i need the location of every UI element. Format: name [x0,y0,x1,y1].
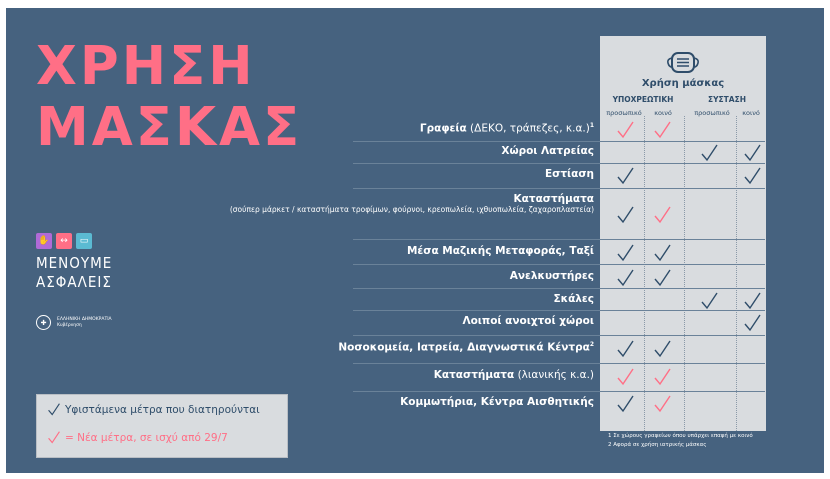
row-label-bold: Κομμωτήρια, Κέντρα Αισθητικής [400,396,594,408]
row-label-bold: Μέσα Μαζικής Μεταφοράς, Ταξί [406,245,594,257]
subheader-staff-mandatory: προσωπικό [606,109,642,117]
subheader-public-mandatory: κοινό [654,109,672,117]
existing-measure-check-icon [653,340,672,358]
legend-existing-label: Υφιστάμενα μέτρα που διατηρούνται [65,403,260,416]
table-row-label [230,193,594,214]
footnote-2: 2 Αφορά σε χρήση ιατρικής μάσκας [608,442,707,448]
row-label-bold: Γραφεία [419,122,467,135]
legend [36,394,288,458]
new-measure-check-icon [616,368,635,386]
existing-measure-check-icon [743,167,762,185]
footnote-ref: 1 [589,122,594,129]
title-line-2: ΜΑΣΚΑΣ [36,97,303,158]
footnote-1: 1 Σε χώρους γραφείων όπου υπάρχει επαφή με κοινό [608,433,753,439]
existing-measure-check-icon [616,340,635,358]
campaign-slogan [36,254,112,292]
row-label-detail: (ΔΕΚΟ, τράπεζες, κ.α.) [466,122,590,135]
infographic [6,8,824,473]
slogan-line-1: ΜΕΝΟΥΜΕ [36,254,113,272]
table-row-label [510,270,594,282]
footnotes [608,432,753,450]
existing-measure-check-icon [700,292,719,310]
mask-icon: ▭ [76,233,92,249]
panel-title: Χρήση μάσκας [641,78,725,89]
table-row-label [338,341,594,354]
row-label-detail: (λιανικής κ.α.) [514,369,594,381]
row-divider [353,288,765,289]
table-row-label [434,369,594,381]
row-label-bold: Σκάλες [553,293,594,305]
row-label-bold: Λοιποί ανοιχτοί χώροι [462,315,594,327]
legend-new [47,431,228,444]
subheader-staff-recommended: προσωπικό [694,109,730,117]
existing-measure-check-icon [616,244,635,262]
table-row-label [545,168,594,180]
new-measure-check-icon [616,121,635,139]
row-divider [353,335,765,336]
row-label-bold: Καταστήματα [513,193,594,205]
table-row-label [420,122,594,135]
table-row-label [462,315,594,327]
row-label-subtext: (σούπερ μάρκετ / καταστήματα τροφίμων, φούρνοι, κρεοπωλεία, ιχθυοπωλεία, ζαχαροπλαστεία) [229,205,594,214]
emblem-icon: ✚ [36,315,51,330]
row-label-bold: Ανελκυστήρες [509,270,594,282]
legend-existing [47,403,260,416]
gov-line-2: Κυβέρνηση [57,322,82,328]
new-measure-check-icon [653,368,672,386]
new-measure-check-icon [653,121,672,139]
existing-measure-check-icon [616,206,635,224]
existing-measure-check-icon [700,144,719,162]
slogan-line-2: ΑΣΦΑΛΕΙΣ [36,273,112,291]
row-label-bold: Εστίαση [544,168,594,180]
row-label-bold: Χώροι Λατρείας [501,145,594,157]
existing-measure-check-icon [653,269,672,287]
new-measure-check-icon [653,206,672,224]
row-divider [353,363,765,364]
new-measure-check-icon [653,395,672,413]
government-logo [36,315,112,330]
row-divider [353,310,765,311]
distance-icon: ↔ [56,233,72,249]
existing-measure-check-icon [616,167,635,185]
table-row-label [407,245,594,257]
title-line-1: ΧΡΗΣΗ [36,36,256,97]
table-row-label [400,396,594,408]
row-divider [353,239,765,240]
existing-measure-check-icon [743,144,762,162]
row-label-bold: Νοσοκομεία, Ιατρεία, Διαγνωστικά Κέντρα [338,341,590,354]
check-icon [47,431,61,444]
hand-wash-icon: ✋ [36,233,52,249]
subheader-public-recommended: κοινό [742,109,760,117]
existing-measure-check-icon [743,314,762,332]
table-row-label [501,145,594,157]
row-divider [353,264,765,265]
existing-measure-check-icon [616,269,635,287]
table-row-label [553,293,594,305]
mask-icon [666,50,700,76]
row-divider [353,188,765,189]
footnote-ref: 2 [589,341,594,348]
row-divider [353,141,765,142]
existing-measure-check-icon [743,292,762,310]
row-label-bold: Καταστήματα [433,369,515,381]
existing-measure-check-icon [616,395,635,413]
check-icon [47,403,61,416]
row-divider [353,163,765,164]
group-recommended: ΣΥΣΤΑΣΗ [708,95,746,104]
row-divider [353,391,765,392]
existing-measure-check-icon [653,244,672,262]
group-mandatory: ΥΠΟΧΡΕΩΤΙΚΗ [612,95,674,104]
gov-line-1: ΕΛΛΗΝΙΚΗ ΔΗΜΟΚΡΑΤΙΑ [57,316,112,322]
legend-new-label: = Νέα μέτρα, σε ισχύ από 29/7 [65,431,228,444]
